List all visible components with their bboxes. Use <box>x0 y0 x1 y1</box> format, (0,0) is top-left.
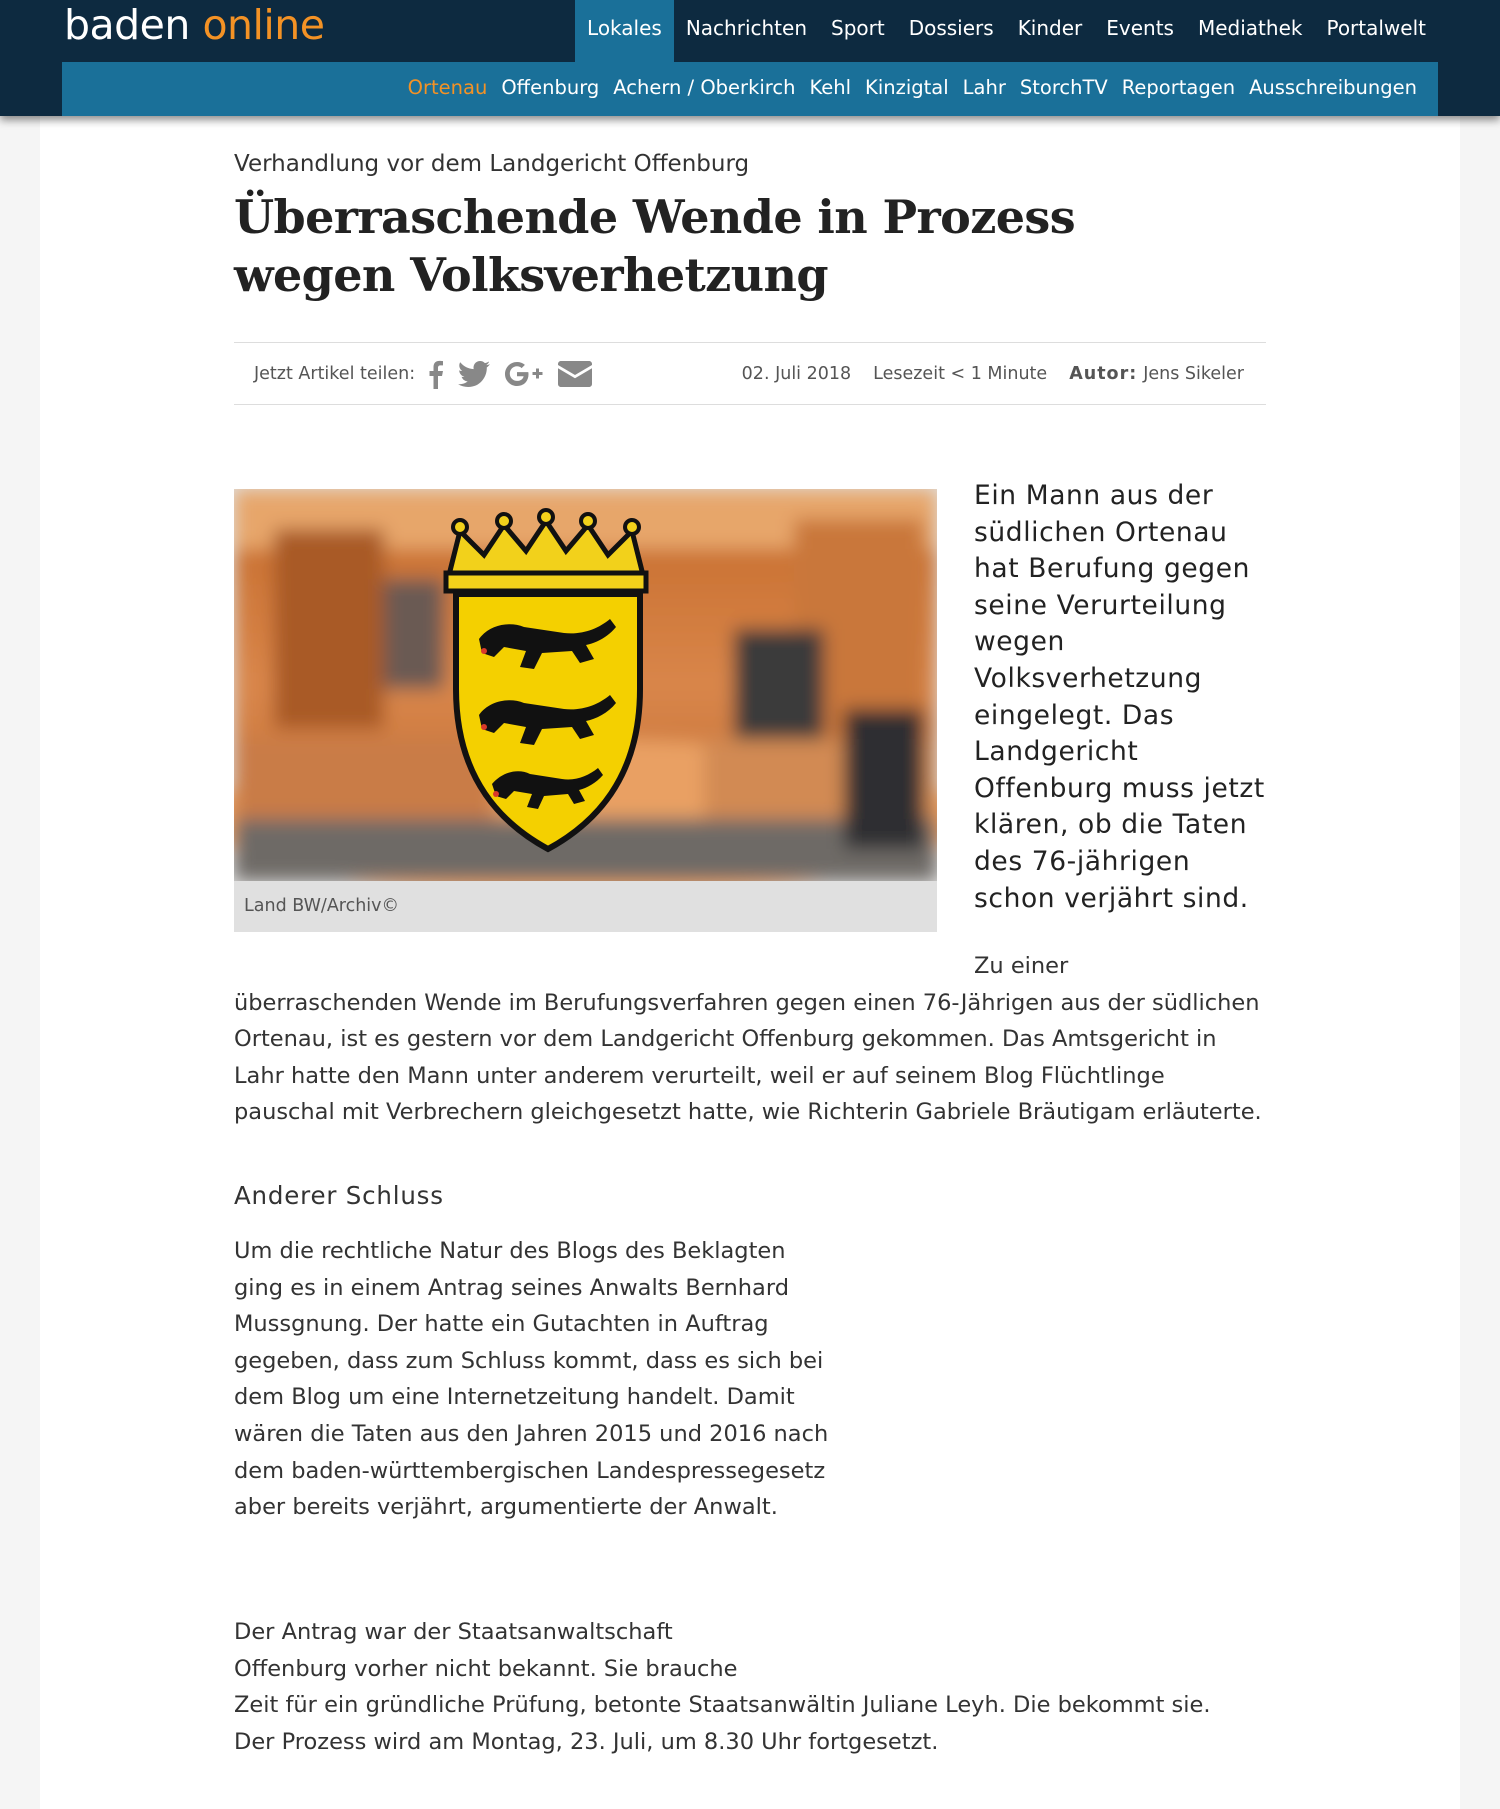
article-kicker: Verhandlung vor dem Landgericht Offenburg <box>234 151 750 177</box>
main-nav-item-nachrichten[interactable]: Nachrichten <box>685 16 807 40</box>
sub-nav-item-ausschreibungen[interactable]: Ausschreibungen <box>1249 76 1417 99</box>
main-nav-item-sport[interactable]: Sport <box>831 16 885 40</box>
sub-nav-bar <box>62 62 1438 116</box>
site-logo[interactable] <box>64 0 325 50</box>
main-nav-item-kinder[interactable]: Kinder <box>1017 16 1083 40</box>
logo-online: online <box>202 1 325 49</box>
paragraph-3-line: Der Antrag war der Staatsanwaltschaft <box>234 1619 673 1645</box>
sub-nav-item-storchtv[interactable]: StorchTV <box>1019 76 1108 99</box>
author-block <box>1069 343 1244 405</box>
article-figure <box>234 489 937 932</box>
paragraph-3 <box>234 1614 1274 1760</box>
paragraph-1-first-line: Zu einer <box>974 953 1069 979</box>
author-label: Autor: <box>1069 364 1138 384</box>
paragraph-2: Um die rechtliche Natur des Blogs des Beklagten ging es in einem Antrag seines Anwalts Bernhard Mussgnung. Der hatte ein Gutachten in Auftrag gegeben, dass zum Schluss kommt, dass es sich bei dem Blog um eine Internetzeitung handelt. Damit wären die Taten aus den Jahren 2015 und 2016 nach dem baden-württembergischen Landespressegesetz aber bereits verjährt, argumentierte der Anwalt. <box>234 1238 829 1521</box>
paragraph-3-line: Zeit für ein gründliche Prüfung, betonte Staatsanwältin Juliane Leyh. Die bekommt sie. <box>234 1692 1211 1719</box>
share-label: Jetzt Artikel teilen: <box>254 364 416 384</box>
paragraph-3-line: Der Prozess wird am Montag, 23. Juli, um 8.30 Uhr fortgesetzt. <box>234 1728 939 1755</box>
google-plus-icon[interactable] <box>504 361 544 387</box>
article-lead: Ein Mann aus der südlichen Ortenau hat Berufung gegen seine Verurteilung wegen Volksverhetzung eingelegt. Das Landgericht Offenburg muss jetzt klären, ob die Taten des 76-jährigen schon verjährt sind. <box>974 480 1265 914</box>
logo-baden: baden <box>64 1 190 49</box>
sub-nav <box>401 62 1424 116</box>
image-caption: Land BW/Archiv© <box>244 896 400 916</box>
twitter-icon[interactable] <box>458 361 490 387</box>
mail-icon[interactable] <box>558 361 592 387</box>
sub-nav-item-kehl[interactable]: Kehl <box>809 76 852 99</box>
article-date: 02. Juli 2018 <box>741 364 852 384</box>
main-nav-item-mediathek[interactable]: Mediathek <box>1197 16 1303 40</box>
main-nav-item-portalwelt[interactable]: Portalwelt <box>1326 16 1426 40</box>
paragraph-3-line: Offenburg vorher nicht bekannt. Sie brauche <box>234 1655 738 1682</box>
sub-nav-item-achern-oberkirch[interactable]: Achern / Oberkirch <box>613 76 796 99</box>
sub-nav-item-offenburg[interactable]: Offenburg <box>501 76 600 99</box>
sub-nav-item-reportagen[interactable]: Reportagen <box>1121 76 1236 99</box>
article-image[interactable] <box>234 489 937 881</box>
site-header <box>0 0 1500 116</box>
sub-nav-item-lahr[interactable]: Lahr <box>962 76 1006 99</box>
author-name: Jens Sikeler <box>1143 364 1244 384</box>
paragraph-1 <box>234 948 1264 1131</box>
sub-nav-item-kinzigtal[interactable]: Kinzigtal <box>865 76 949 99</box>
main-nav-item-events[interactable]: Events <box>1106 16 1174 40</box>
share-icons <box>426 357 592 391</box>
article-title: Überraschende Wende in Prozess wegen Volksverhetzung <box>234 190 1076 302</box>
sub-nav-item-ortenau[interactable]: Ortenau <box>407 76 488 99</box>
article-meta-bar <box>234 342 1266 405</box>
courtroom-coat-of-arms-image <box>234 489 937 881</box>
main-nav-item-dossiers[interactable]: Dossiers <box>908 16 994 40</box>
article-meta <box>742 343 1244 405</box>
paragraph-1-text: überraschenden Wende im Berufungsverfahren gegen einen 76-Jährigen aus der südlichen Ortenau, ist es gestern vor dem Landgericht Offenburg gekommen. Das Amtsgericht in Lahr hatte den Mann unter anderem verurteilt, weil er auf seinem Blog Flüchtlinge pauschal mit Verbrechern gleichgesetzt hatte, wie Richterin Gabriele Bräutigam erläuterte. <box>234 989 1262 1126</box>
facebook-icon[interactable] <box>426 359 444 389</box>
main-nav <box>575 0 1438 62</box>
subheading: Anderer Schluss <box>234 1181 444 1210</box>
reading-time: Lesezeit < 1 Minute <box>873 364 1048 384</box>
main-nav-item-lokales[interactable]: Lokales <box>575 0 674 62</box>
